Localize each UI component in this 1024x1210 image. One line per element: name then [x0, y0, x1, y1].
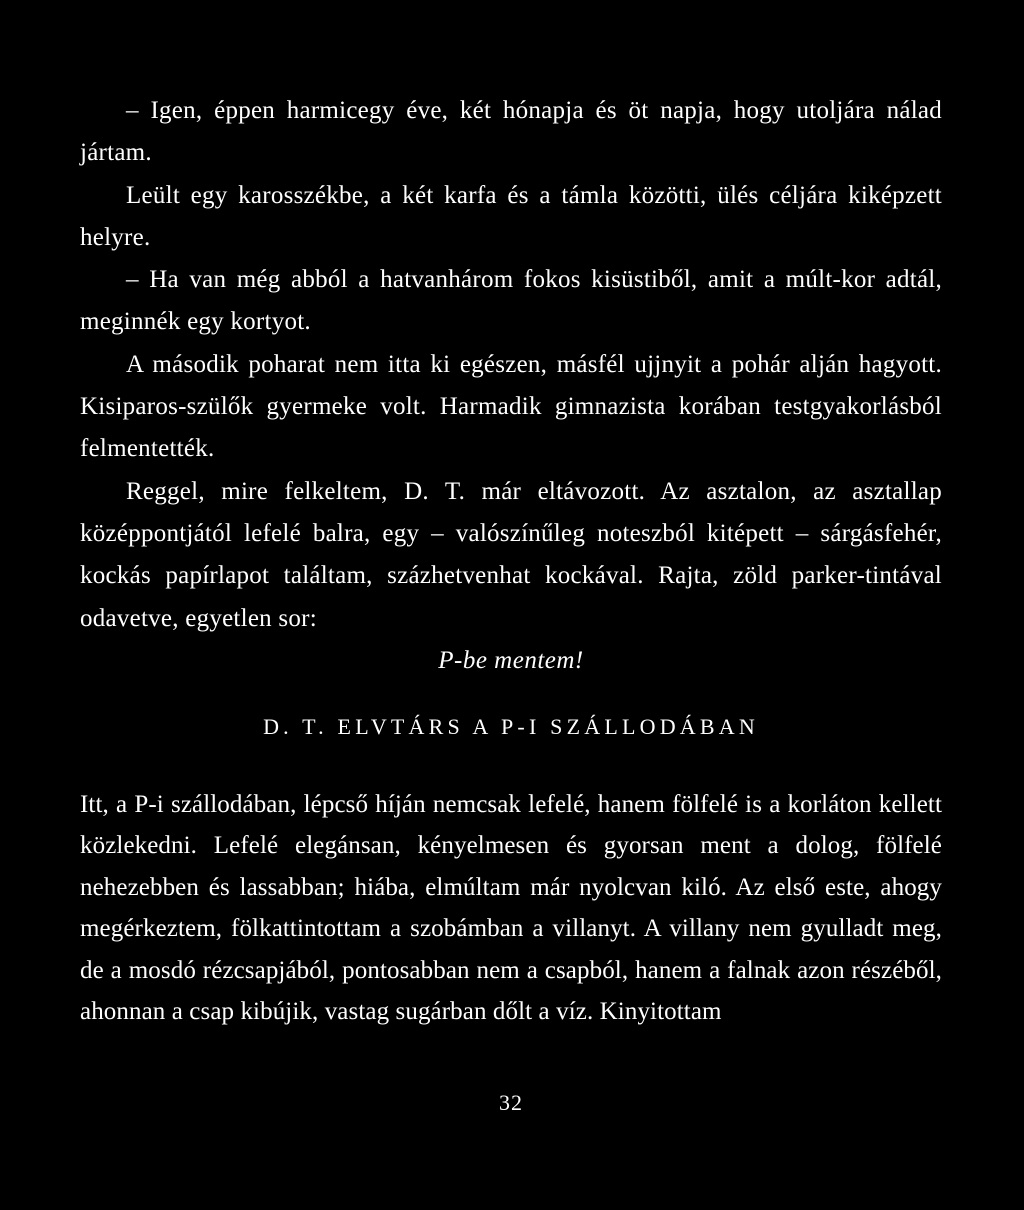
book-page: [80, 90, 942, 1115]
paragraph-dialogue-1: – Igen, éppen harmicegy éve, két hónapja és öt napja, hogy utoljára nálad jártam.: [80, 97, 942, 167]
paragraph-sat-down: Leült egy karosszékbe, a két karfa és a támla közötti, ülés céljára kiképzett helyre.: [80, 181, 942, 251]
note-text: P-be mentem!: [438, 646, 584, 674]
paragraph-dialogue-2: – Ha van még abból a hatvanhárom fokos kisüstiből, amit a múlt-kor adtál, meginnék egy kortyot.: [80, 266, 942, 336]
paragraph-morning: Reggel, mire felkeltem, D. T. már eltávozott. Az asztalon, az asztallap középpontjától lefelé balra, egy – valószínűleg noteszból kitépett – sárgásfehér, kockás papírlapot találtam, százhetvenhat kockával. Rajta, zöld parker-tintával odavetve, egyetlen sor:: [80, 477, 942, 632]
paragraph-hotel: Itt, a P-i szállodában, lépcső híján nemcsak lefelé, hanem fölfelé is a korláton kellett közlekedni. Lefelé elegánsan, kényelmesen és gyorsan ment a dolog, fölfelé nehezebben és lassabban; hiába, elmúltam már nyolcvan kiló. Az első este, ahogy megérkeztem, fölkattintottam a szobámban a villanyt. A villany nem gyulladt meg, de a mosdó rézcsapjából, pontosabban nem a csapból, hanem a falnak azon részéből, ahonnan a csap kibújik, vastag sugárban dőlt a víz. Kinyitottam: [80, 791, 942, 1026]
page-number: 32: [499, 1090, 523, 1115]
section-previous-chapter: [80, 90, 942, 682]
section-chapter-body: [80, 784, 942, 1032]
chapter-heading: D. T. ELVTÁRS A P-I SZÁLLODÁBAN: [263, 714, 759, 739]
paragraph-second-glass: A második poharat nem itta ki egészen, másfél ujjnyit a pohár alján hagyott. Kisiparos-szülők gyermeke volt. Harmadik gimnazista korában testgyakorlásból felmentették.: [80, 350, 942, 463]
